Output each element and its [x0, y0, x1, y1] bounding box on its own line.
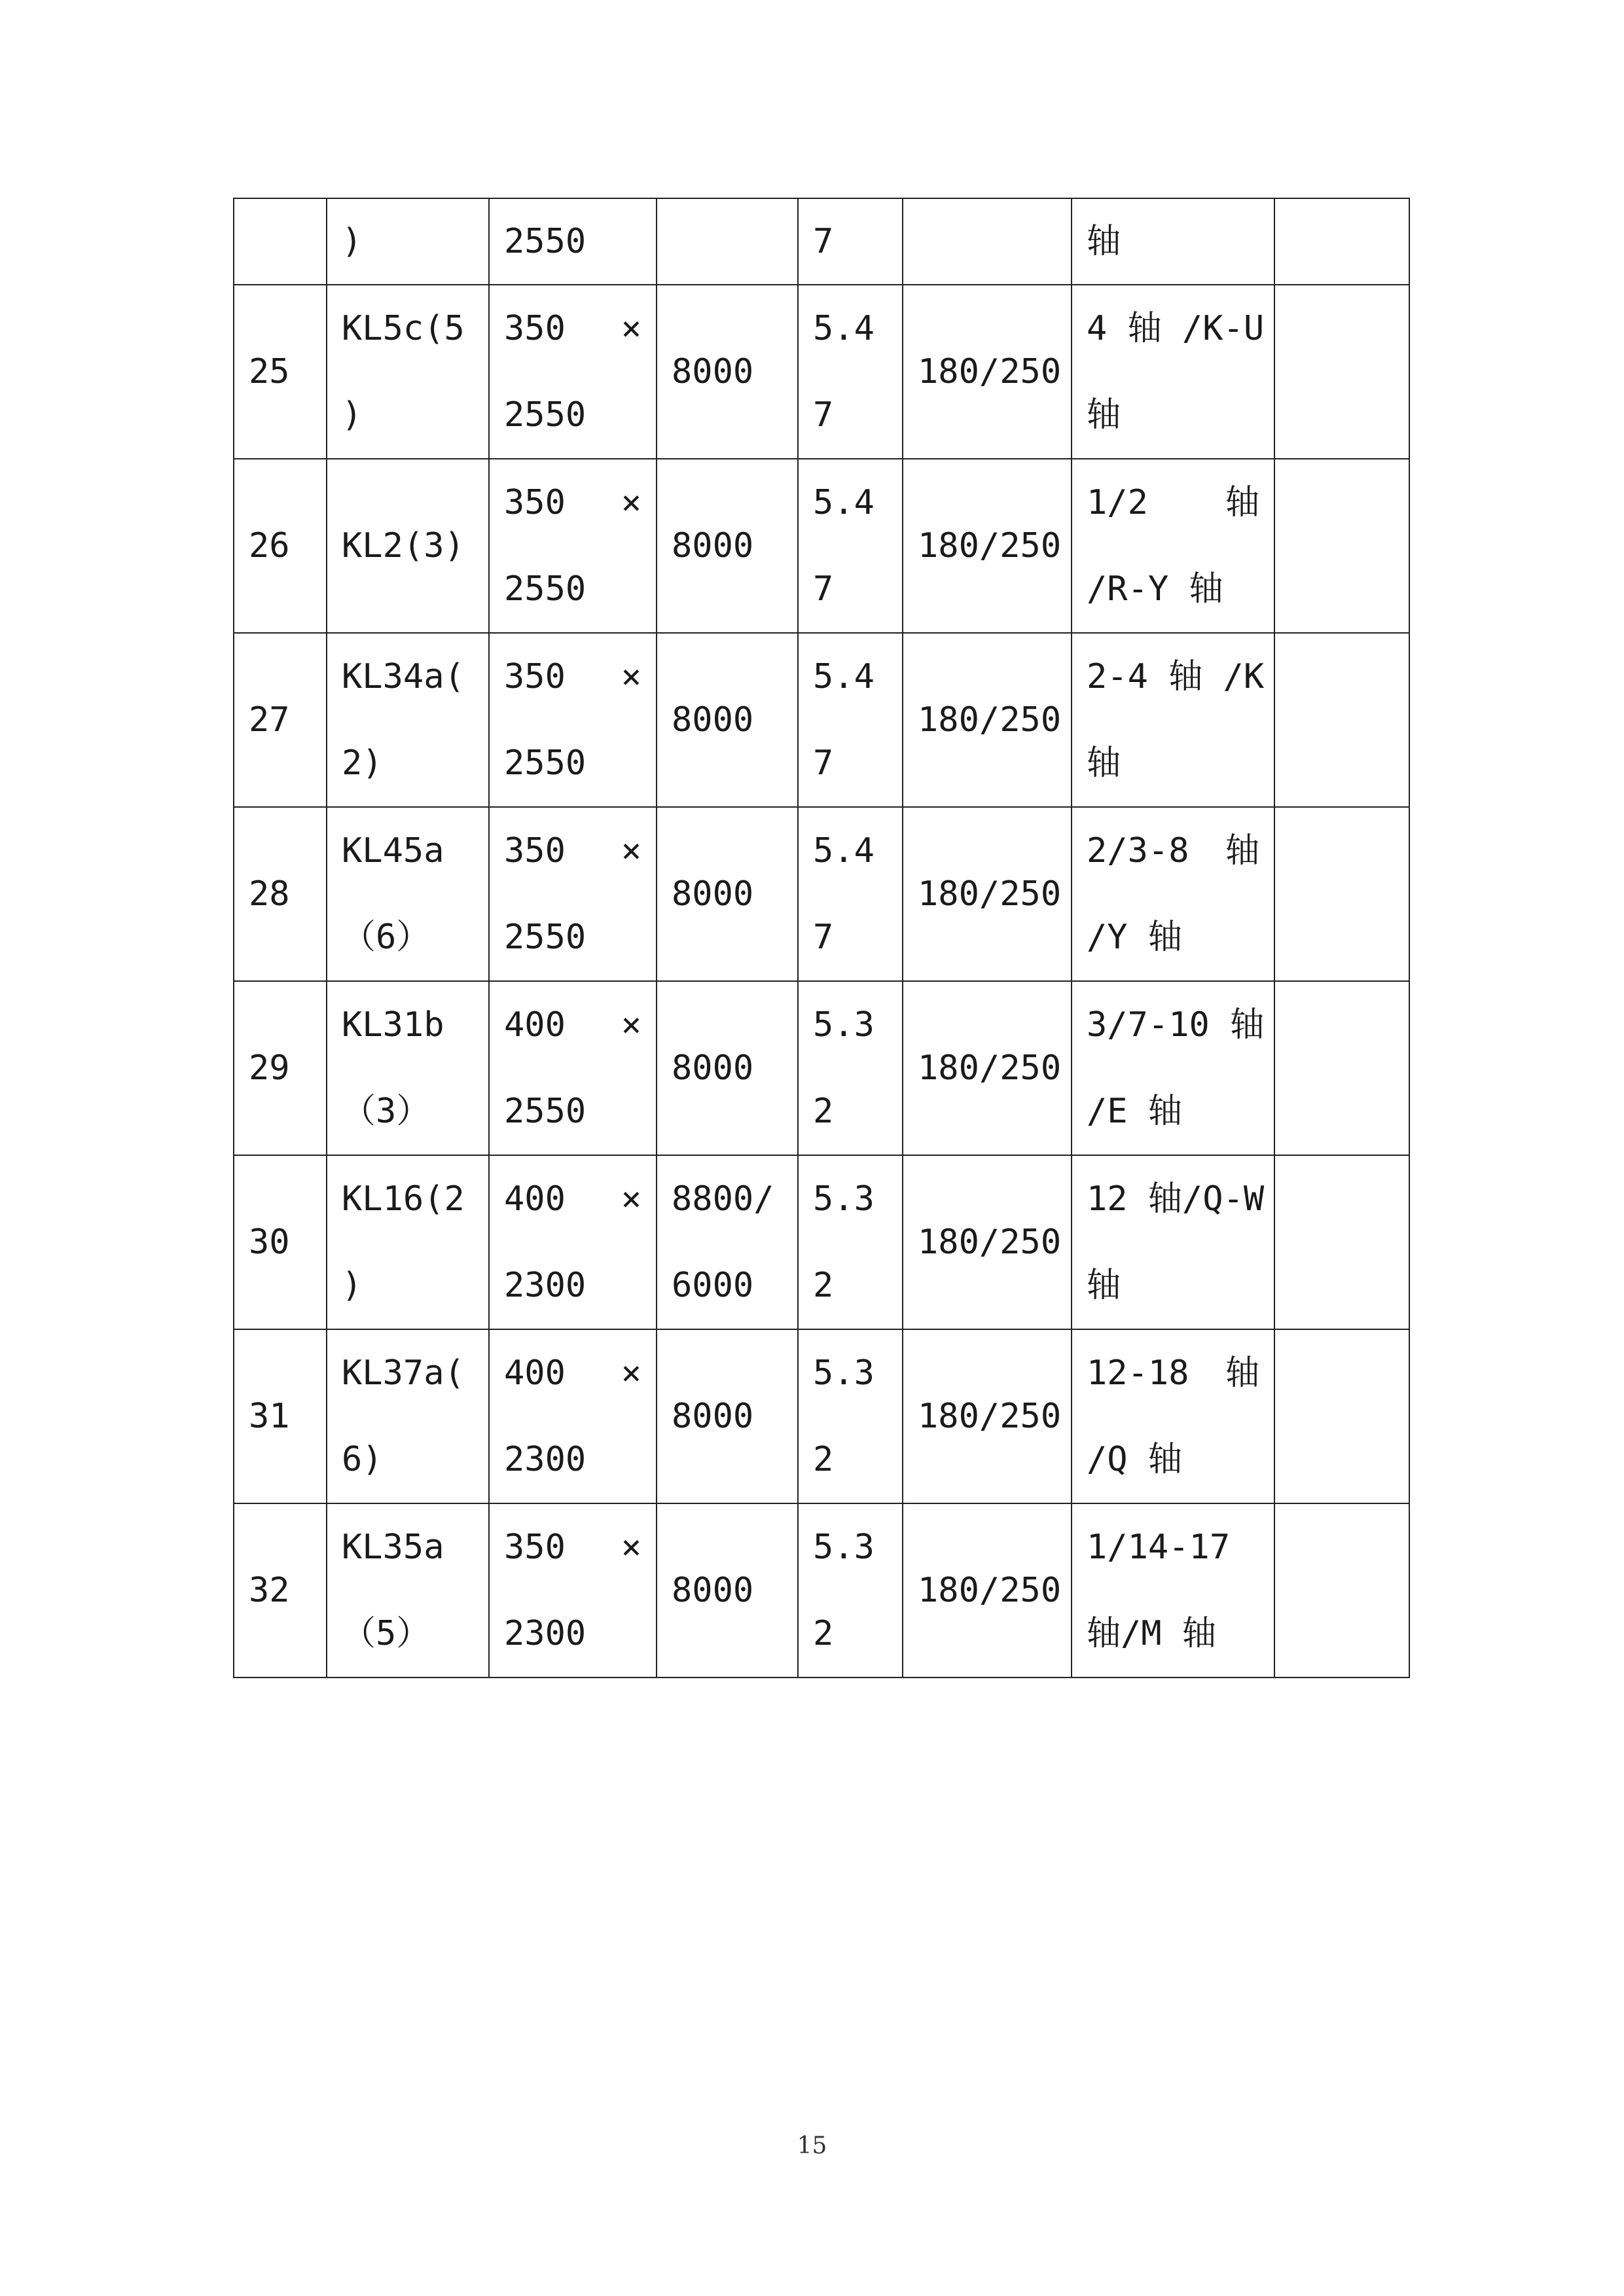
cell-thickness — [903, 633, 1072, 807]
cell-text: /Y 轴 — [1087, 918, 1182, 957]
cell-text: 7 — [813, 918, 834, 957]
cell-text: KL34a( — [342, 657, 465, 696]
cell-line — [342, 1068, 488, 1155]
cell-line — [504, 1590, 656, 1677]
cell-text: × — [621, 483, 641, 522]
cell-line — [342, 1416, 488, 1503]
cell-line — [672, 329, 797, 415]
cell-text: 31 — [249, 1397, 290, 1436]
cell-location — [1072, 981, 1274, 1155]
cell-line — [1087, 1068, 1274, 1155]
table-row — [234, 1329, 1409, 1503]
cell-text: 2) — [342, 744, 383, 783]
cell-location — [1072, 807, 1274, 981]
cell-name — [327, 633, 489, 807]
cell-blank — [1274, 459, 1409, 633]
cell-text: 6) — [342, 1440, 383, 1479]
cell-line — [504, 1242, 656, 1329]
cell-text: 7 — [813, 395, 834, 435]
cell-line — [342, 1504, 488, 1590]
cell-line — [342, 1330, 488, 1416]
cell-text: 8000 — [672, 874, 754, 914]
cell-text: 180/250 — [918, 526, 1062, 565]
cell-span — [657, 807, 798, 981]
cell-line — [813, 1330, 902, 1416]
cell-text: 4 轴 /K-U — [1087, 309, 1265, 348]
table-row — [234, 1503, 1409, 1677]
cell-text: 7 — [813, 744, 834, 783]
cell-text: 轴 — [1087, 1266, 1121, 1305]
cell-span — [657, 459, 798, 633]
cell-text: 8000 — [672, 526, 754, 565]
table-row — [234, 459, 1409, 633]
cell-line — [813, 982, 902, 1068]
cell-ratio — [798, 633, 903, 807]
cell-ratio — [798, 1329, 903, 1503]
cell-size — [489, 981, 657, 1155]
cell-text: 2 — [813, 1092, 834, 1131]
cell-text: 5.3 — [813, 1005, 875, 1045]
cell-thickness — [903, 1155, 1072, 1329]
cell-line — [813, 1504, 902, 1590]
cell-text: 6000 — [672, 1266, 754, 1305]
cell-text: × — [621, 309, 641, 348]
cell-size — [489, 1329, 657, 1503]
cell-line — [342, 503, 488, 589]
cell-blank — [1274, 633, 1409, 807]
cell-line — [504, 1156, 656, 1242]
table-body — [234, 198, 1409, 1677]
cell-line — [342, 982, 488, 1068]
cell-text: 8000 — [672, 1049, 754, 1088]
table-row — [234, 981, 1409, 1155]
cell-line — [342, 1242, 488, 1329]
cell-ratio — [798, 807, 903, 981]
cell-text: KL16(2 — [342, 1179, 465, 1219]
cell-name — [327, 981, 489, 1155]
cell-line — [813, 1068, 902, 1155]
cell-line — [504, 1068, 656, 1155]
cell-line — [504, 459, 656, 546]
cell-line — [1087, 1590, 1274, 1677]
cell-text: × — [621, 1528, 641, 1567]
cell-line — [672, 1547, 797, 1634]
cell-thickness — [903, 807, 1072, 981]
cell-name — [327, 1155, 489, 1329]
cell-text: 27 — [249, 700, 290, 740]
cell-text: 28 — [249, 874, 290, 914]
cell-line — [813, 1156, 902, 1242]
cell-line — [813, 546, 902, 632]
cell-text: 5.3 — [813, 1354, 875, 1393]
cell-line — [1087, 546, 1274, 632]
cell-text: 400 — [504, 1354, 566, 1393]
cell-text: KL37a( — [342, 1354, 465, 1393]
table-row — [234, 633, 1409, 807]
cell-line — [813, 372, 902, 458]
cell-thickness — [903, 1503, 1072, 1677]
cell-line — [672, 1242, 797, 1329]
cell-text: 2 — [813, 1440, 834, 1479]
cell-text: 2300 — [504, 1440, 586, 1479]
cell-text: 350 — [504, 831, 566, 870]
cell-text: 轴/M 轴 — [1087, 1614, 1216, 1653]
cell-text: 180/250 — [918, 874, 1062, 914]
cell-text: 2550 — [504, 395, 586, 435]
cell-line — [813, 1416, 902, 1503]
cell-text: 26 — [249, 526, 290, 565]
cell-text: × — [621, 831, 641, 870]
cell-text: KL45a — [342, 831, 444, 870]
cell-ratio — [798, 459, 903, 633]
cell-text: 5.4 — [813, 831, 875, 870]
cell-text: 2300 — [504, 1266, 586, 1305]
cell-text: 轴 — [1225, 483, 1259, 522]
cell-text: （5） — [342, 1614, 431, 1653]
cell-text: /Q 轴 — [1087, 1440, 1182, 1479]
cell-text: 1/2 — [1087, 483, 1148, 522]
cell-blank — [1274, 981, 1409, 1155]
cell-text: 2 — [813, 1614, 834, 1653]
cell-text: 5.4 — [813, 483, 875, 522]
cell-line — [342, 634, 488, 720]
cell-text: 12 轴/Q-W — [1087, 1179, 1265, 1219]
cell-text: 350 — [504, 483, 566, 522]
cell-location — [1072, 459, 1274, 633]
cell-span — [657, 285, 798, 459]
cell-text: 轴 — [1087, 222, 1121, 261]
cell-size — [489, 459, 657, 633]
cell-line — [672, 1373, 797, 1460]
cell-no — [234, 1329, 327, 1503]
page-number: 15 — [797, 2132, 827, 2159]
cell-text: （6） — [342, 918, 431, 957]
cell-no — [234, 1503, 327, 1677]
cell-line — [342, 285, 488, 372]
cell-text: 2550 — [504, 1092, 586, 1131]
cell-name — [327, 198, 489, 285]
cell-thickness — [903, 459, 1072, 633]
cell-line — [1087, 720, 1274, 806]
cell-text: 180/250 — [918, 1223, 1062, 1262]
cell-line — [342, 720, 488, 806]
cell-line — [1087, 1504, 1274, 1590]
table-row — [234, 807, 1409, 981]
cell-blank — [1274, 1503, 1409, 1677]
cell-line — [342, 372, 488, 458]
cell-text: 轴 — [1225, 831, 1259, 870]
cell-location — [1072, 1329, 1274, 1503]
cell-size — [489, 1155, 657, 1329]
cell-line — [1087, 1416, 1274, 1503]
cell-line — [504, 1416, 656, 1503]
cell-line — [813, 720, 902, 806]
cell-text: 350 — [504, 309, 566, 348]
cell-no — [234, 198, 327, 285]
cell-size — [489, 1503, 657, 1677]
cell-text: 5.4 — [813, 657, 875, 696]
cell-location — [1072, 633, 1274, 807]
cell-line — [1087, 1242, 1274, 1329]
cell-line — [504, 808, 656, 894]
cell-text: KL35a — [342, 1528, 444, 1567]
cell-size — [489, 807, 657, 981]
cell-ratio — [798, 1503, 903, 1677]
cell-thickness — [903, 285, 1072, 459]
cell-line — [813, 1590, 902, 1677]
cell-text: KL5c(5 — [342, 309, 465, 348]
cell-line — [1087, 808, 1274, 894]
cell-line — [342, 894, 488, 980]
cell-location — [1072, 1155, 1274, 1329]
cell-ratio — [798, 981, 903, 1155]
cell-name — [327, 1329, 489, 1503]
cell-text: 2550 — [504, 222, 586, 261]
cell-blank — [1274, 1329, 1409, 1503]
cell-text: 350 — [504, 1528, 566, 1567]
cell-text: 7 — [813, 569, 834, 609]
cell-span — [657, 198, 798, 285]
cell-text: /R-Y 轴 — [1087, 569, 1223, 609]
cell-text: 2550 — [504, 744, 586, 783]
cell-line — [813, 808, 902, 894]
cell-no — [234, 633, 327, 807]
cell-size — [489, 198, 657, 285]
cell-line — [1087, 285, 1274, 372]
cell-text: 8000 — [672, 700, 754, 740]
cell-line — [1087, 372, 1274, 458]
cell-line — [672, 1156, 797, 1242]
cell-text: 8000 — [672, 1397, 754, 1436]
cell-text: 350 — [504, 657, 566, 696]
cell-text: × — [621, 1179, 641, 1219]
cell-text: 3/7-10 轴 — [1087, 1005, 1265, 1045]
table-row — [234, 1155, 1409, 1329]
cell-line — [813, 285, 902, 372]
cell-no — [234, 285, 327, 459]
cell-thickness — [903, 981, 1072, 1155]
cell-ratio — [798, 198, 903, 285]
cell-line — [672, 503, 797, 589]
cell-text: ) — [342, 222, 363, 261]
cell-line — [672, 1025, 797, 1111]
cell-line — [504, 1330, 656, 1416]
cell-text: /E 轴 — [1087, 1092, 1182, 1131]
cell-text: 12-18 — [1087, 1354, 1189, 1393]
cell-line — [504, 1504, 656, 1590]
cell-text: 2300 — [504, 1614, 586, 1653]
cell-thickness — [903, 1329, 1072, 1503]
cell-no — [234, 807, 327, 981]
cell-text: ) — [342, 395, 363, 435]
cell-text: 400 — [504, 1179, 566, 1219]
cell-text: 29 — [249, 1049, 290, 1088]
cell-span — [657, 633, 798, 807]
cell-text: × — [621, 657, 641, 696]
cell-text: 轴 — [1087, 744, 1121, 783]
cell-span — [657, 1155, 798, 1329]
cell-line — [342, 1590, 488, 1677]
cell-text: 8000 — [672, 1571, 754, 1610]
cell-size — [489, 285, 657, 459]
cell-text: 5.3 — [813, 1179, 875, 1219]
cell-no — [234, 981, 327, 1155]
cell-name — [327, 459, 489, 633]
cell-text: 轴 — [1087, 395, 1121, 435]
cell-name — [327, 807, 489, 981]
cell-thickness — [903, 198, 1072, 285]
cell-line — [504, 982, 656, 1068]
cell-line — [672, 851, 797, 937]
cell-line — [504, 546, 656, 632]
cell-location — [1072, 1503, 1274, 1677]
beam-data-table — [233, 198, 1410, 1678]
cell-line — [813, 1242, 902, 1329]
table-row — [234, 285, 1409, 459]
cell-text: 8000 — [672, 352, 754, 391]
cell-text: 2 — [813, 1266, 834, 1305]
cell-text: 2/3-8 — [1087, 831, 1189, 870]
cell-blank — [1274, 807, 1409, 981]
cell-line — [1087, 634, 1274, 720]
cell-text: （3） — [342, 1092, 431, 1131]
cell-text: 30 — [249, 1223, 290, 1262]
table-row-continued — [234, 198, 1409, 285]
cell-text: KL2(3) — [342, 526, 465, 565]
cell-line — [504, 285, 656, 372]
cell-line — [1087, 1330, 1274, 1416]
cell-line — [1087, 459, 1274, 546]
cell-line — [1087, 894, 1274, 980]
cell-text: 2-4 轴 /K — [1087, 657, 1265, 696]
cell-ratio — [798, 1155, 903, 1329]
cell-line — [672, 677, 797, 763]
cell-text: 180/250 — [918, 700, 1062, 740]
cell-line — [504, 894, 656, 980]
cell-line — [1087, 982, 1274, 1068]
cell-span — [657, 1329, 798, 1503]
cell-text: × — [621, 1354, 641, 1393]
cell-line — [1087, 1156, 1274, 1242]
cell-line — [504, 372, 656, 458]
cell-no — [234, 1155, 327, 1329]
cell-location — [1072, 285, 1274, 459]
cell-text: 25 — [249, 352, 290, 391]
cell-text: × — [621, 1005, 641, 1045]
cell-ratio — [798, 285, 903, 459]
cell-blank — [1274, 198, 1409, 285]
cell-text: 2550 — [504, 569, 586, 609]
cell-text: 400 — [504, 1005, 566, 1045]
cell-no — [234, 459, 327, 633]
cell-text: 7 — [813, 222, 834, 261]
cell-line — [504, 720, 656, 806]
cell-text: KL31b — [342, 1005, 444, 1045]
cell-line — [342, 808, 488, 894]
cell-text: 180/250 — [918, 1049, 1062, 1088]
cell-blank — [1274, 285, 1409, 459]
cell-text: 2550 — [504, 918, 586, 957]
cell-text: 轴 — [1225, 1354, 1259, 1393]
cell-name — [327, 285, 489, 459]
cell-line — [342, 1156, 488, 1242]
cell-text: 32 — [249, 1571, 290, 1610]
cell-text: 1/14-17 — [1087, 1528, 1231, 1567]
cell-location — [1072, 198, 1274, 285]
cell-line — [813, 459, 902, 546]
cell-text: 5.4 — [813, 309, 875, 348]
cell-span — [657, 1503, 798, 1677]
cell-line — [504, 634, 656, 720]
cell-blank — [1274, 1155, 1409, 1329]
cell-text: 180/250 — [918, 1397, 1062, 1436]
cell-text: 180/250 — [918, 1571, 1062, 1610]
cell-line — [813, 894, 902, 980]
cell-text: ) — [342, 1266, 363, 1305]
cell-span — [657, 981, 798, 1155]
cell-text: 8800/ — [672, 1179, 774, 1219]
cell-line — [813, 634, 902, 720]
cell-name — [327, 1503, 489, 1677]
cell-size — [489, 633, 657, 807]
cell-text: 5.3 — [813, 1528, 875, 1567]
cell-text: 180/250 — [918, 352, 1062, 391]
